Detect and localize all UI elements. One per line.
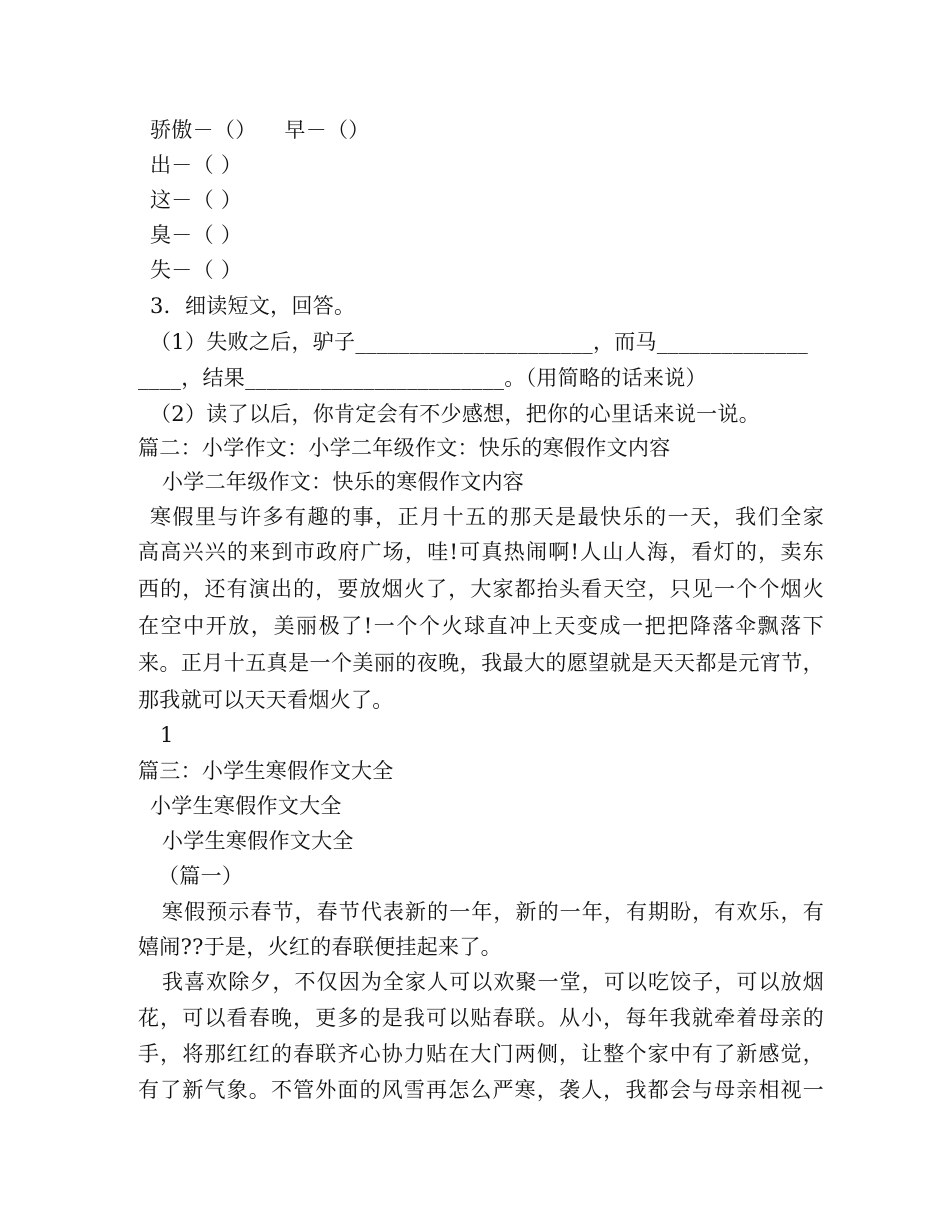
paragraph-line: 我喜欢除夕，不仅因为全家人可以欢聚一堂，可以吃饺子，可以放烟 [162, 970, 824, 994]
text-line: 失－（ ） [150, 258, 243, 282]
paragraph-line: 西的，还有演出的，要放烟火了，大家都抬头看天空，只见一个个烟火 [138, 577, 824, 601]
paragraph-line: 在空中开放，美丽极了!一个个火球直冲上天变成一把把降落伞飘落下 [138, 614, 824, 638]
part-label: （篇一） [158, 864, 244, 888]
text-line: 这－（ ） [150, 188, 243, 212]
paragraph-line: 手，将那红红的春联齐心协力贴在大门两侧，让整个家中有了新感觉， [138, 1042, 824, 1066]
essay-title: 小学二年级作文：快乐的寒假作文内容 [162, 470, 525, 494]
paragraph-line: 高高兴兴的来到市政府广场，哇!可真热闹啊!人山人海，看灯的，卖东 [138, 540, 824, 564]
section-heading: 篇二：小学作文：小学二年级作文：快乐的寒假作文内容 [138, 436, 671, 460]
paragraph-line: 嬉闹??于是，火红的春联便挂起来了。 [138, 935, 502, 959]
paragraph-line: 有了新气象。不管外面的风雪再怎么严寒，袭人，我都会与母亲相视一 [138, 1078, 824, 1102]
essay-subtitle: 小学生寒假作文大全 [162, 829, 354, 853]
section-heading: 篇三：小学生寒假作文大全 [138, 759, 394, 783]
text-line: 出－（ ） [150, 153, 243, 177]
paragraph-line: 那我就可以天天看烟火了。 [138, 688, 394, 712]
question-heading: 3．细读短文，回答。 [150, 294, 356, 318]
essay-title: 小学生寒假作文大全 [150, 794, 342, 818]
paragraph-line: 寒假预示春节，春节代表新的一年，新的一年，有期盼，有欢乐，有 [162, 900, 824, 924]
paragraph-line: 来。正月十五真是一个美丽的夜晚，我最大的愿望就是天天都是元宵节， [138, 651, 824, 675]
question-item-continued: ____，结果________________________。（用简略的话来说） [138, 366, 707, 390]
text-line: 骄傲－（） 早－（） [150, 118, 370, 142]
question-item: （1）失败之后，驴子______________________，而马______________ [150, 330, 809, 354]
page-number: 1 [160, 723, 174, 747]
question-item: （2）读了以后，你肯定会有不少感想，把你的心里话来说一说。 [150, 402, 761, 426]
paragraph-line: 寒假里与许多有趣的事，正月十五的那天是最快乐的一天，我们全家 [150, 505, 824, 529]
text-line: 臭－（ ） [150, 223, 243, 247]
paragraph-line: 花，可以看春晚，更多的是我可以贴春联。从小，每年我就牵着母亲的 [138, 1006, 824, 1030]
